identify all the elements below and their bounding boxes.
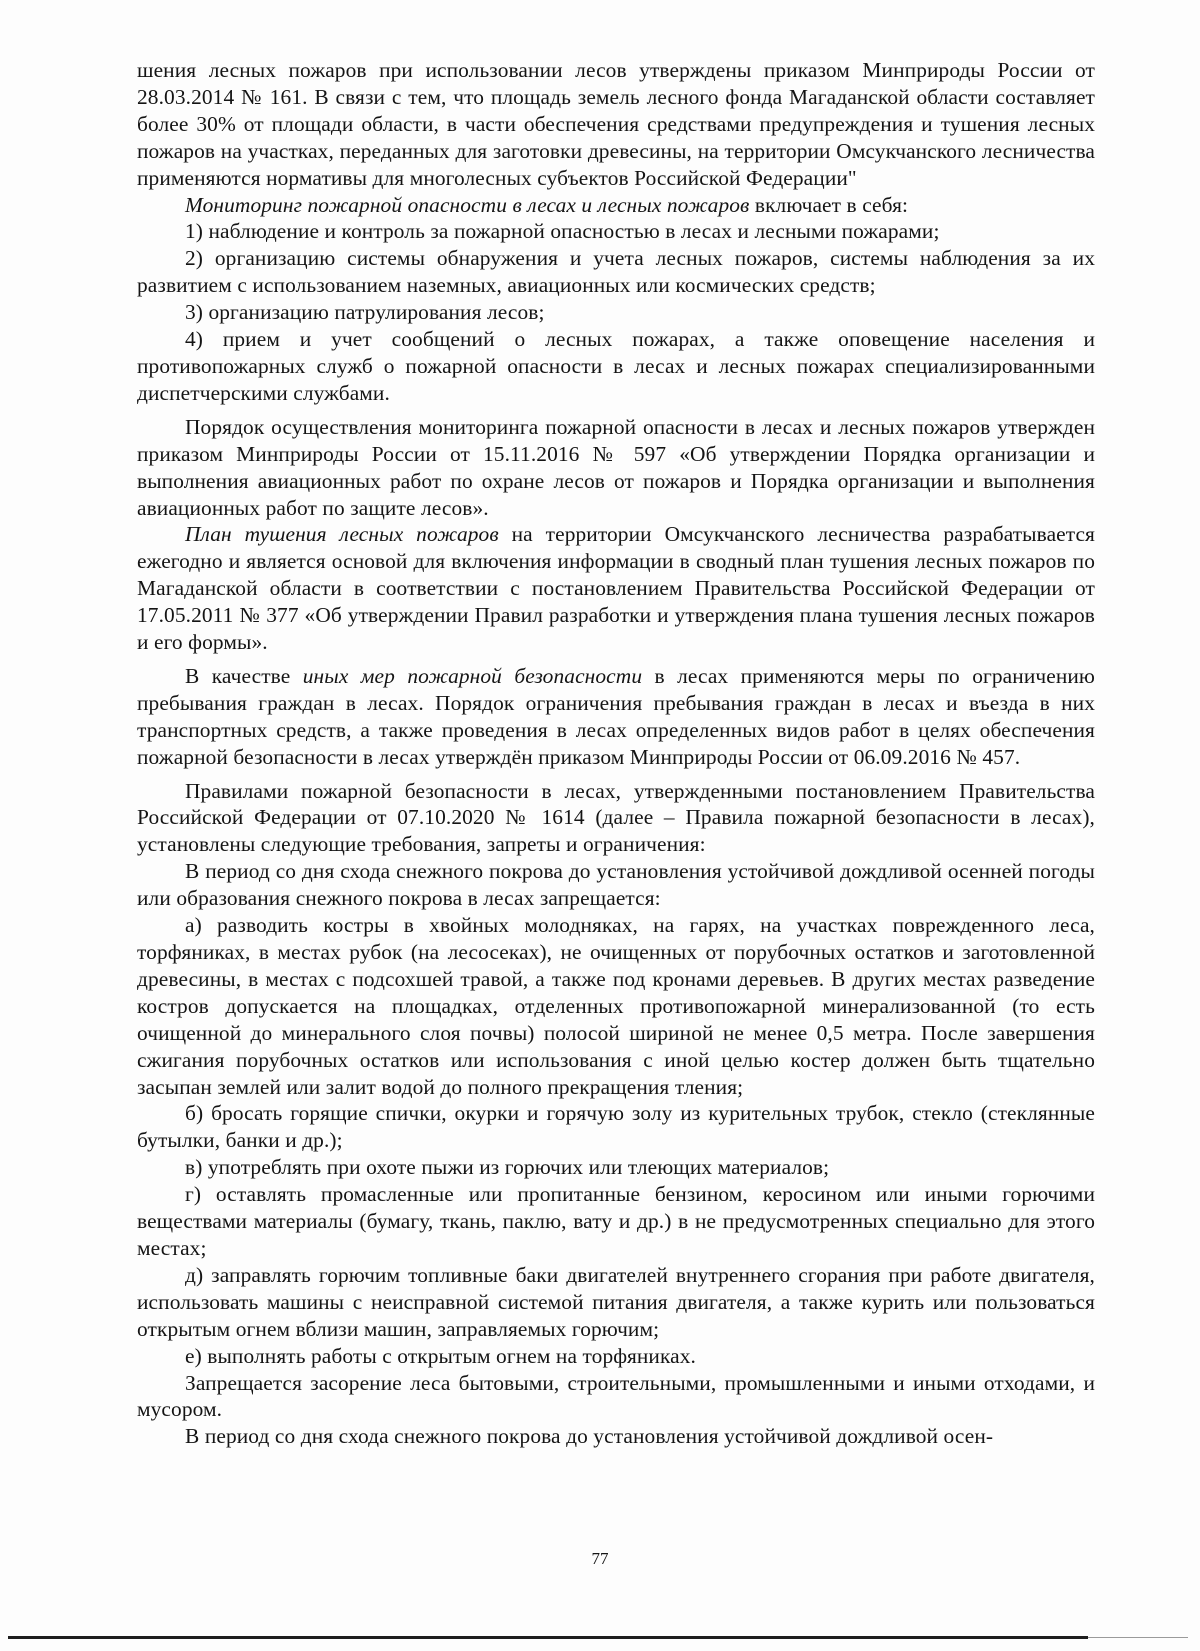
paragraph-continuation (137, 57, 1095, 192)
text-run: 2) организацию системы обнаружения и учета лесных пожаров, системы наблюдения за их развитием с использованием наземных, авиационных или космических средств; (137, 246, 1095, 298)
list-item (137, 1154, 1095, 1181)
italic-term: План тушения лесных пожаров (185, 522, 499, 547)
list-item (137, 218, 1095, 245)
text-run: б) бросать горящие спички, окурки и горячую золу из курительных трубок, стекло (стеклянные бутылки, банки и др.); (137, 1101, 1095, 1153)
list-item (137, 1100, 1095, 1154)
list-item (137, 1181, 1095, 1262)
text-run: Запрещается засорение леса бытовыми, строительными, промышленными и иными отходами, и мусором. (137, 1370, 1095, 1422)
text-run: на территории Омсукчанского лесничества разрабатывается ежегодно и является основой для включения информации в сводный план тушения лесных пожаров по Магаданской области в соответствии с постановлением Правительства Российской Федерации от 17.05.2011 № 377 «Об утверждении Правил разработки и утверждения плана тушения лесных пожаров и его формы». (137, 522, 1095, 655)
page-number: 77 (591, 1549, 609, 1568)
list-item (137, 299, 1095, 326)
text-run: в лесах применяются меры по ограничению пребывания граждан в лесах. Порядок ограничения пребывания граждан в лесах и въезда в них транспортных средств, а также проведения в лесах определенных видов работ в целях обеспечения пожарной безопасности в лесах утверждён приказом Минприроды России от 06.09.2016 № 457. (137, 663, 1095, 769)
paragraph-monitoring-order (137, 414, 1095, 522)
text-run: 4) прием и учет сообщений о лесных пожарах, а также оповещение населения и противопожарных служб о пожарной опасности в лесах и лесных пожарах специализированными диспетчерскими службами. (137, 327, 1095, 405)
paragraph-other-measures (137, 663, 1095, 771)
list-item (137, 1343, 1095, 1370)
text-run: В период со дня схода снежного покрова до установления устойчивой дождливой осен- (185, 1424, 994, 1449)
list-item (137, 912, 1095, 1100)
text-run: в) употреблять при охоте пыжи из горючих или тлеющих материалов; (185, 1155, 830, 1180)
paragraph-fire-rules (137, 778, 1095, 859)
scan-edge-line-thin (1088, 1637, 1188, 1638)
text-run: е) выполнять работы с открытым огнем на торфяниках. (185, 1343, 696, 1368)
scan-edge-line (8, 1636, 1088, 1639)
text-run: 1) наблюдение и контроль за пожарной опасностью в лесах и лесными пожарами; (185, 219, 940, 244)
list-item (137, 326, 1095, 407)
text-run: д) заправлять горючим топливные баки двигателей внутреннего сгорания при работе двигателя, использовать машины с неисправной системой питания двигателя, а также курить или пользоваться открытым огнем вблизи машин, заправляемых горючим; (137, 1262, 1095, 1341)
paragraph-continued (137, 1423, 1095, 1450)
text-run: г) оставлять промасленные или пропитанные бензином, керосином или иными горючими веществами материалы (бумагу, ткань, паклю, вату и др.) в не предусмотренных специально для этого местах; (137, 1182, 1095, 1260)
text-run: В период со дня схода снежного покрова до установления устойчивой дождливой осенней погоды или образования снежного покрова в лесах запрещается: (137, 859, 1095, 911)
text-run: включает в себя: (749, 192, 909, 217)
paragraph-monitoring-intro (137, 192, 1095, 219)
list-item (137, 1262, 1095, 1343)
text-run: шения лесных пожаров при использовании лесов утверждены приказом Минприроды России от 28.03.2014 № 161. В связи с тем, что площадь земель лесного фонда Магаданской области составляет более 30% от площади области, в части обеспечения средствами предупреждения и тушения лесных пожаров на участках, переданных для заготовки древесины, на территории Омсукчанского лесничества применяются нормативы для многолесных субъектов Российской Федерации" (137, 58, 1095, 190)
italic-term: иных мер пожарной безопасности (302, 663, 643, 688)
text-run: В качестве (185, 663, 303, 688)
text-run: а) разводить костры в хвойных молодняках, на гарях, на участках поврежденного леса, торфяниках, в местах рубок (на лесосеках), не очищенных от порубочных остатков и заготовленной древесины, в местах с подсохшей травой, а также под кронами деревьев. В других местах разведение костров допускается на площадках, отделенных противопожарной минерализованной (то есть очищенной до минерального слоя почвы) полосой шириной не менее 0,5 метра. После завершения сжигания порубочных остатков или использования с иной целью костер должен быть тщательно засыпан землей или залит водой до полного прекращения тления; (137, 913, 1095, 1099)
text-run: 3) организацию патрулирования лесов; (185, 300, 545, 325)
text-run: Порядок осуществления мониторинга пожарной опасности в лесах и лесных пожаров утвержден приказом Минприроды России от 15.11.2016 № 597 «Об утверждении Порядка организации и выполнения авиационных работ по охране лесов от пожаров и Порядка организации и выполнения авиационных работ по защите лесов». (137, 414, 1095, 520)
paragraph-littering (137, 1370, 1095, 1424)
text-run: Правилами пожарной безопасности в лесах, утвержденными постановлением Правительства Российской Федерации от 07.10.2020 № 1614 (далее – Правила пожарной безопасности в лесах), установлены следующие требования, запреты и ограничения: (137, 778, 1095, 857)
body-text (137, 57, 1095, 1450)
italic-term: Мониторинг пожарной опасности в лесах и лесных пожаров (185, 192, 750, 217)
paragraph-fire-plan (137, 521, 1095, 656)
list-item (137, 245, 1095, 299)
paragraph-prohibited-period (137, 858, 1095, 912)
